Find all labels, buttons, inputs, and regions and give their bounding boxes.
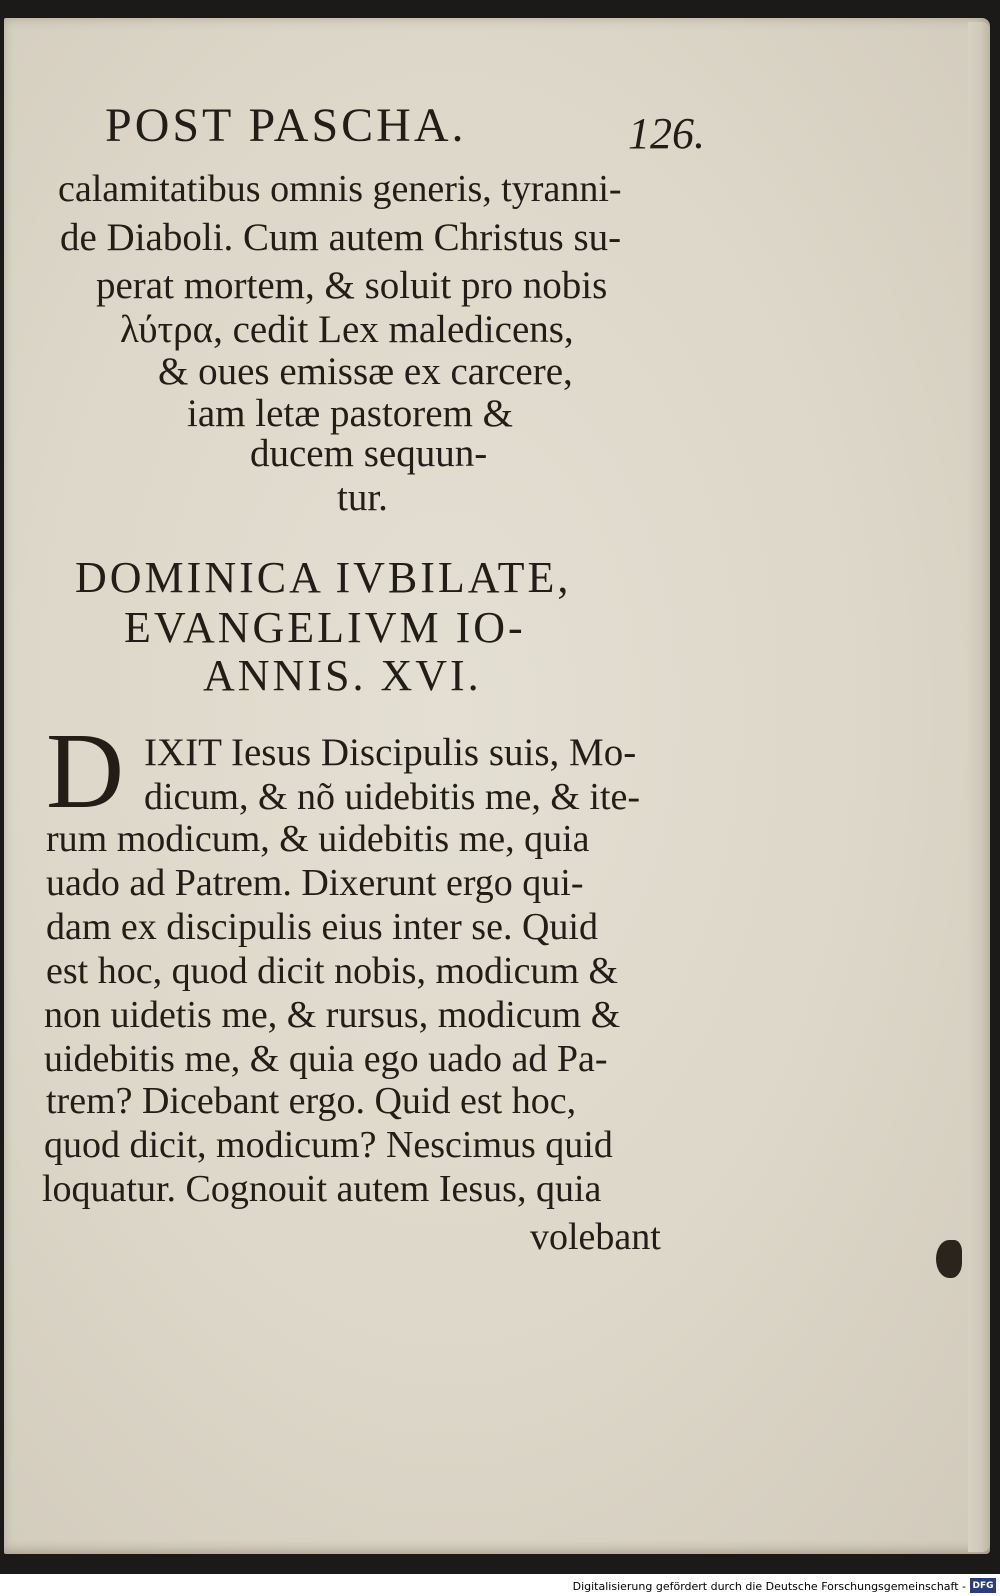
- funding-credit: Digitalisierung gefördert durch die Deutsche Forschungsgemeinschaft -: [572, 1580, 966, 1593]
- dfg-logo: DFG: [970, 1578, 996, 1593]
- drop-cap-initial: D: [46, 712, 124, 831]
- passage-1-line: iam letæ pastorem &: [187, 392, 514, 435]
- passage-1-line: perat mortem, & soluit pro nobis: [96, 264, 608, 307]
- binding-clip-mark: [936, 1240, 962, 1278]
- passage-2-line: non uidetis me, & rursus, modicum &: [44, 994, 621, 1036]
- passage-2-line: est hoc, quod dicit nobis, modicum &: [46, 950, 619, 992]
- section-heading-line: EVANGELIVM IO-: [124, 603, 526, 652]
- passage-1-line: & oues emissæ ex carcere,: [158, 350, 573, 393]
- passage-1-line: tur.: [337, 476, 388, 519]
- passage-1-line: λύτρα, cedit Lex maledicens,: [120, 308, 574, 351]
- page-fore-edge: [968, 22, 990, 1552]
- passage-2-line: quod dicit, modicum? Nescimus quid: [44, 1124, 613, 1166]
- folio-number: 126.: [628, 109, 705, 158]
- passage-2-line: uado ad Patrem. Dixerunt ergo qui-: [46, 862, 584, 904]
- passage-2-line: rum modicum, & uidebitis me, quia: [46, 818, 590, 860]
- running-head: POST PASCHA.: [105, 99, 467, 152]
- passage-2-line: dicum, & nõ uidebitis me, & ite-: [144, 776, 641, 818]
- passage-1-line: de Diaboli. Cum autem Christus su-: [60, 216, 622, 259]
- passage-1-line: ducem sequun-: [250, 432, 488, 475]
- passage-2-line: loquatur. Cognouit autem Iesus, quia: [42, 1168, 602, 1210]
- section-heading-line: DOMINICA IVBILATE,: [75, 553, 572, 602]
- passage-2-line: dam ex discipulis eius inter se. Quid: [46, 906, 598, 948]
- section-heading-line: ANNIS. XVI.: [203, 651, 482, 700]
- passage-1-line: calamitatibus omnis generis, tyranni-: [58, 168, 622, 210]
- passage-2-line: IXIT Iesus Discipulis suis, Mo-: [144, 731, 637, 774]
- catchword: volebant: [530, 1216, 661, 1258]
- passage-2-line: uidebitis me, & quia ego uado ad Pa-: [44, 1038, 608, 1080]
- passage-2-line: trem? Dicebant ergo. Quid est hoc,: [46, 1080, 577, 1122]
